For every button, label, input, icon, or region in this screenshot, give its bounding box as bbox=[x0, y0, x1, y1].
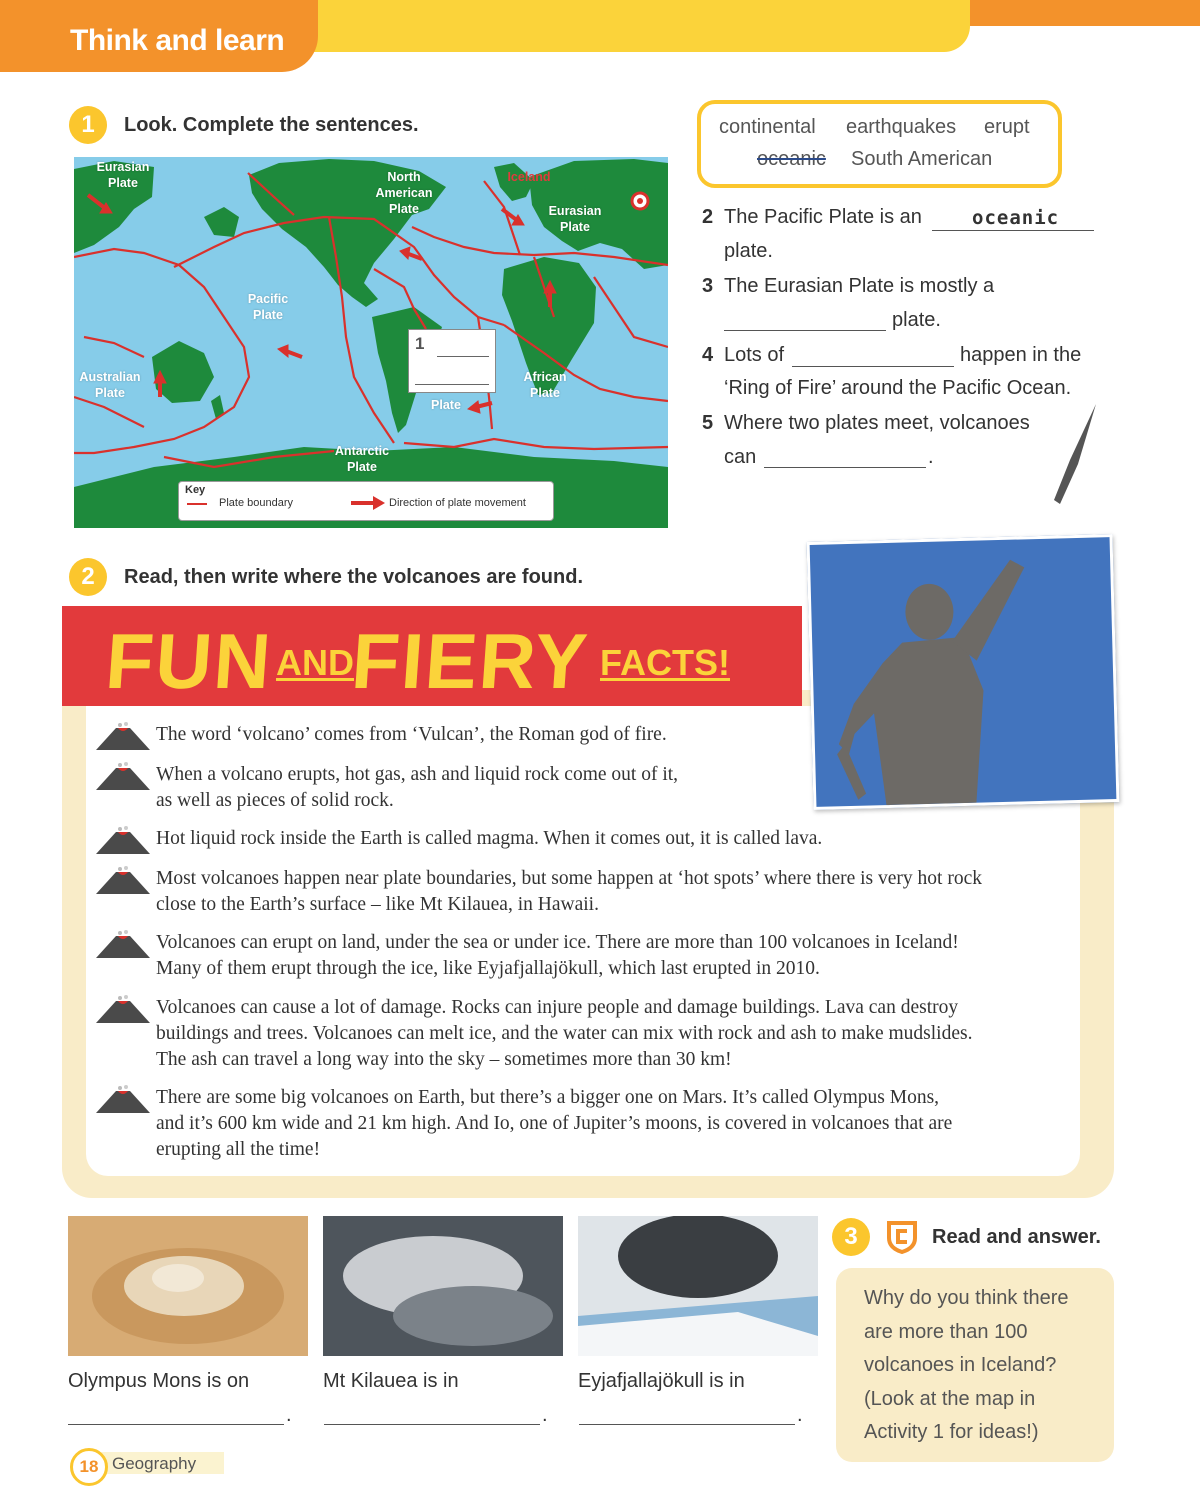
activity-1-badge: 1 bbox=[69, 106, 107, 144]
question-2-text-end: plate. bbox=[724, 240, 773, 262]
volcano-icon bbox=[96, 826, 150, 856]
question-4-text-mid: happen in the bbox=[960, 344, 1082, 366]
question-2-blank[interactable] bbox=[932, 230, 1094, 231]
fact-item bbox=[156, 995, 1056, 1073]
caption-olympus-mons-blank[interactable] bbox=[68, 1424, 284, 1425]
question-line: Why do you think there bbox=[864, 1287, 1069, 1309]
olympus-mons-graphic bbox=[68, 1216, 308, 1356]
word-earthquakes: earthquakes bbox=[846, 116, 957, 138]
question-2-answer: oceanic bbox=[972, 207, 1060, 229]
fact-line: Many of them erupt through the ice, like Eyjafjallajökull, which last erupted in 2010. bbox=[156, 958, 820, 979]
label-antarctic-plate: Antarctic Plate bbox=[334, 444, 390, 474]
fact-line: The word ‘volcano’ comes from ‘Vulcan’, the Roman god of fire. bbox=[156, 724, 667, 745]
map-key bbox=[178, 481, 554, 521]
map-answer-box bbox=[408, 329, 496, 393]
volcano-icon bbox=[96, 1085, 150, 1115]
question-line: (Look at the map in bbox=[864, 1387, 1036, 1410]
fact-item bbox=[156, 826, 1056, 852]
subject-label: Geography bbox=[112, 1454, 197, 1473]
fact-line: erupting all the time! bbox=[156, 1139, 321, 1160]
caption-eyjafjallajokull-period: . bbox=[797, 1404, 803, 1426]
fact-line: as well as pieces of solid rock. bbox=[156, 790, 394, 811]
question-text bbox=[864, 1282, 1104, 1450]
page-number: 18 bbox=[70, 1448, 108, 1486]
caption-olympus-mons: Olympus Mons is on bbox=[68, 1370, 250, 1392]
volcano-icon bbox=[96, 722, 150, 752]
volcano-icon bbox=[96, 866, 150, 896]
volcano-icon bbox=[96, 762, 150, 792]
fact-item bbox=[156, 1085, 1056, 1163]
fact-item bbox=[156, 762, 1056, 814]
label-african-plate: African Plate bbox=[523, 370, 567, 400]
caption-mt-kilauea-period: . bbox=[542, 1404, 548, 1426]
fact-line: close to the Earth’s surface – like Mt Kilauea, in Hawaii. bbox=[156, 894, 599, 915]
fact-line: Volcanoes can erupt on land, under the sea or under ice. There are more than 100 volcanoes in Iceland! bbox=[156, 932, 959, 953]
word-box bbox=[697, 100, 1062, 188]
volcano-icon bbox=[96, 930, 150, 960]
fact-item bbox=[156, 866, 1056, 918]
fact-line: Volcanoes can cause a lot of damage. Rocks can injure people and damage buildings. Lava can destroy bbox=[156, 997, 959, 1018]
mt-kilauea-photo bbox=[323, 1216, 563, 1356]
label-north-american-plate: North American Plate bbox=[375, 170, 433, 216]
banner-and: AND bbox=[276, 642, 354, 683]
question-2-text: The Pacific Plate is an bbox=[724, 206, 922, 228]
fact-line: Hot liquid rock inside the Earth is called magma. When it comes out, it is called lava. bbox=[156, 828, 823, 849]
page-title: Think and learn bbox=[70, 24, 285, 57]
facts-banner bbox=[62, 606, 802, 706]
eyjafjallajokull-graphic bbox=[578, 1216, 818, 1356]
label-eurasian-plate-right: Eurasian Plate bbox=[548, 204, 602, 234]
caption-eyjafjallajokull-blank[interactable] bbox=[579, 1424, 795, 1425]
banner-fiery: FIERY bbox=[348, 617, 592, 705]
question-3-text: The Eurasian Plate is mostly a bbox=[724, 275, 995, 297]
map-answer-line-1 bbox=[437, 356, 489, 357]
question-5-text: Where two plates meet, volcanoes bbox=[724, 412, 1030, 434]
word-erupt: erupt bbox=[984, 116, 1030, 138]
header-bar bbox=[300, 0, 970, 52]
volcano-icon bbox=[96, 995, 150, 1025]
question-line: volcanoes in Iceland? bbox=[864, 1354, 1057, 1376]
activity-1-instruction: Look. Complete the sentences. bbox=[124, 114, 419, 136]
label-south-plate: Plate bbox=[431, 398, 461, 412]
tectonic-plates-map bbox=[74, 157, 668, 528]
caption-eyjafjallajokull: Eyjafjallajökull is in bbox=[578, 1370, 745, 1392]
caption-mt-kilauea-blank[interactable] bbox=[324, 1424, 540, 1425]
banner-fun: FUN bbox=[102, 617, 276, 705]
olympus-mons-photo bbox=[68, 1216, 308, 1356]
word-continental: continental bbox=[719, 116, 816, 138]
word-south-american: South American bbox=[851, 148, 993, 170]
label-iceland: Iceland bbox=[507, 170, 551, 184]
question-5-number: 5 bbox=[702, 412, 714, 434]
label-eurasian-plate-left: Eurasian Plate bbox=[96, 160, 150, 190]
map-answer-line-2 bbox=[415, 384, 489, 385]
question-3-blank[interactable] bbox=[724, 330, 886, 331]
fact-line: and it’s 600 km wide and 21 km high. And Io, one of Jupiter’s moons, is covered in volcanoes that are bbox=[156, 1113, 953, 1134]
map-key-direction: Direction of plate movement bbox=[389, 497, 526, 509]
activity-2-instruction: Read, then write where the volcanoes are found. bbox=[124, 566, 583, 588]
question-line: are more than 100 bbox=[864, 1320, 1028, 1343]
caption-olympus-mons-period: . bbox=[286, 1404, 292, 1426]
label-australian-plate: Australian Plate bbox=[79, 370, 141, 400]
eyjafjallajokull-photo bbox=[578, 1216, 818, 1356]
fact-line: There are some big volcanoes on Earth, but there’s a bigger one on Mars. It’s called Olympus Mons, bbox=[156, 1087, 940, 1108]
fact-line: When a volcano erupts, hot gas, ash and liquid rock come out of it, bbox=[156, 764, 679, 785]
question-5-text-end: can bbox=[724, 446, 757, 468]
map-key-title: Key bbox=[185, 484, 206, 496]
fact-item bbox=[156, 722, 1056, 748]
map-key-boundary: Plate boundary bbox=[219, 497, 293, 509]
question-5-period: . bbox=[928, 446, 934, 468]
mt-kilauea-graphic bbox=[323, 1216, 563, 1356]
spear-tip-icon bbox=[1030, 404, 1102, 514]
question-5-blank[interactable] bbox=[764, 467, 926, 468]
critical-thinking-shield-icon bbox=[886, 1220, 918, 1254]
activity-3-badge: 3 bbox=[832, 1218, 870, 1256]
boundary-key-line bbox=[187, 503, 207, 505]
arrow-right-icon bbox=[351, 496, 385, 510]
question-2-number: 2 bbox=[702, 206, 714, 228]
activity-3-instruction: Read and answer. bbox=[932, 1226, 1101, 1248]
fact-line: Most volcanoes happen near plate boundaries, but some happen at ‘hot spots’ where there is very hot rock bbox=[156, 868, 982, 889]
question-4-text-end: ‘Ring of Fire’ around the Pacific Ocean. bbox=[724, 377, 1072, 399]
label-pacific-plate: Pacific Plate bbox=[247, 292, 289, 322]
question-4-text: Lots of bbox=[724, 344, 785, 366]
word-oceanic-crossed: oceanic bbox=[757, 148, 826, 170]
question-line: Activity 1 for ideas!) bbox=[864, 1421, 1039, 1443]
question-4-blank[interactable] bbox=[792, 366, 954, 367]
activity-2-badge: 2 bbox=[69, 558, 107, 596]
question-3-text-end: plate. bbox=[892, 309, 941, 331]
fact-line: The ash can travel a long way into the sky – sometimes more than 30 km! bbox=[156, 1049, 732, 1070]
question-3-number: 3 bbox=[702, 275, 714, 297]
map-answer-number: 1 bbox=[415, 334, 425, 353]
caption-mt-kilauea: Mt Kilauea is in bbox=[323, 1370, 459, 1392]
fact-item bbox=[156, 930, 1056, 982]
fact-line: buildings and trees. Volcanoes can melt ice, and the water can mix with rock and ash to make mudslides. bbox=[156, 1023, 973, 1044]
question-4-number: 4 bbox=[702, 344, 714, 366]
banner-facts: FACTS! bbox=[600, 642, 730, 683]
